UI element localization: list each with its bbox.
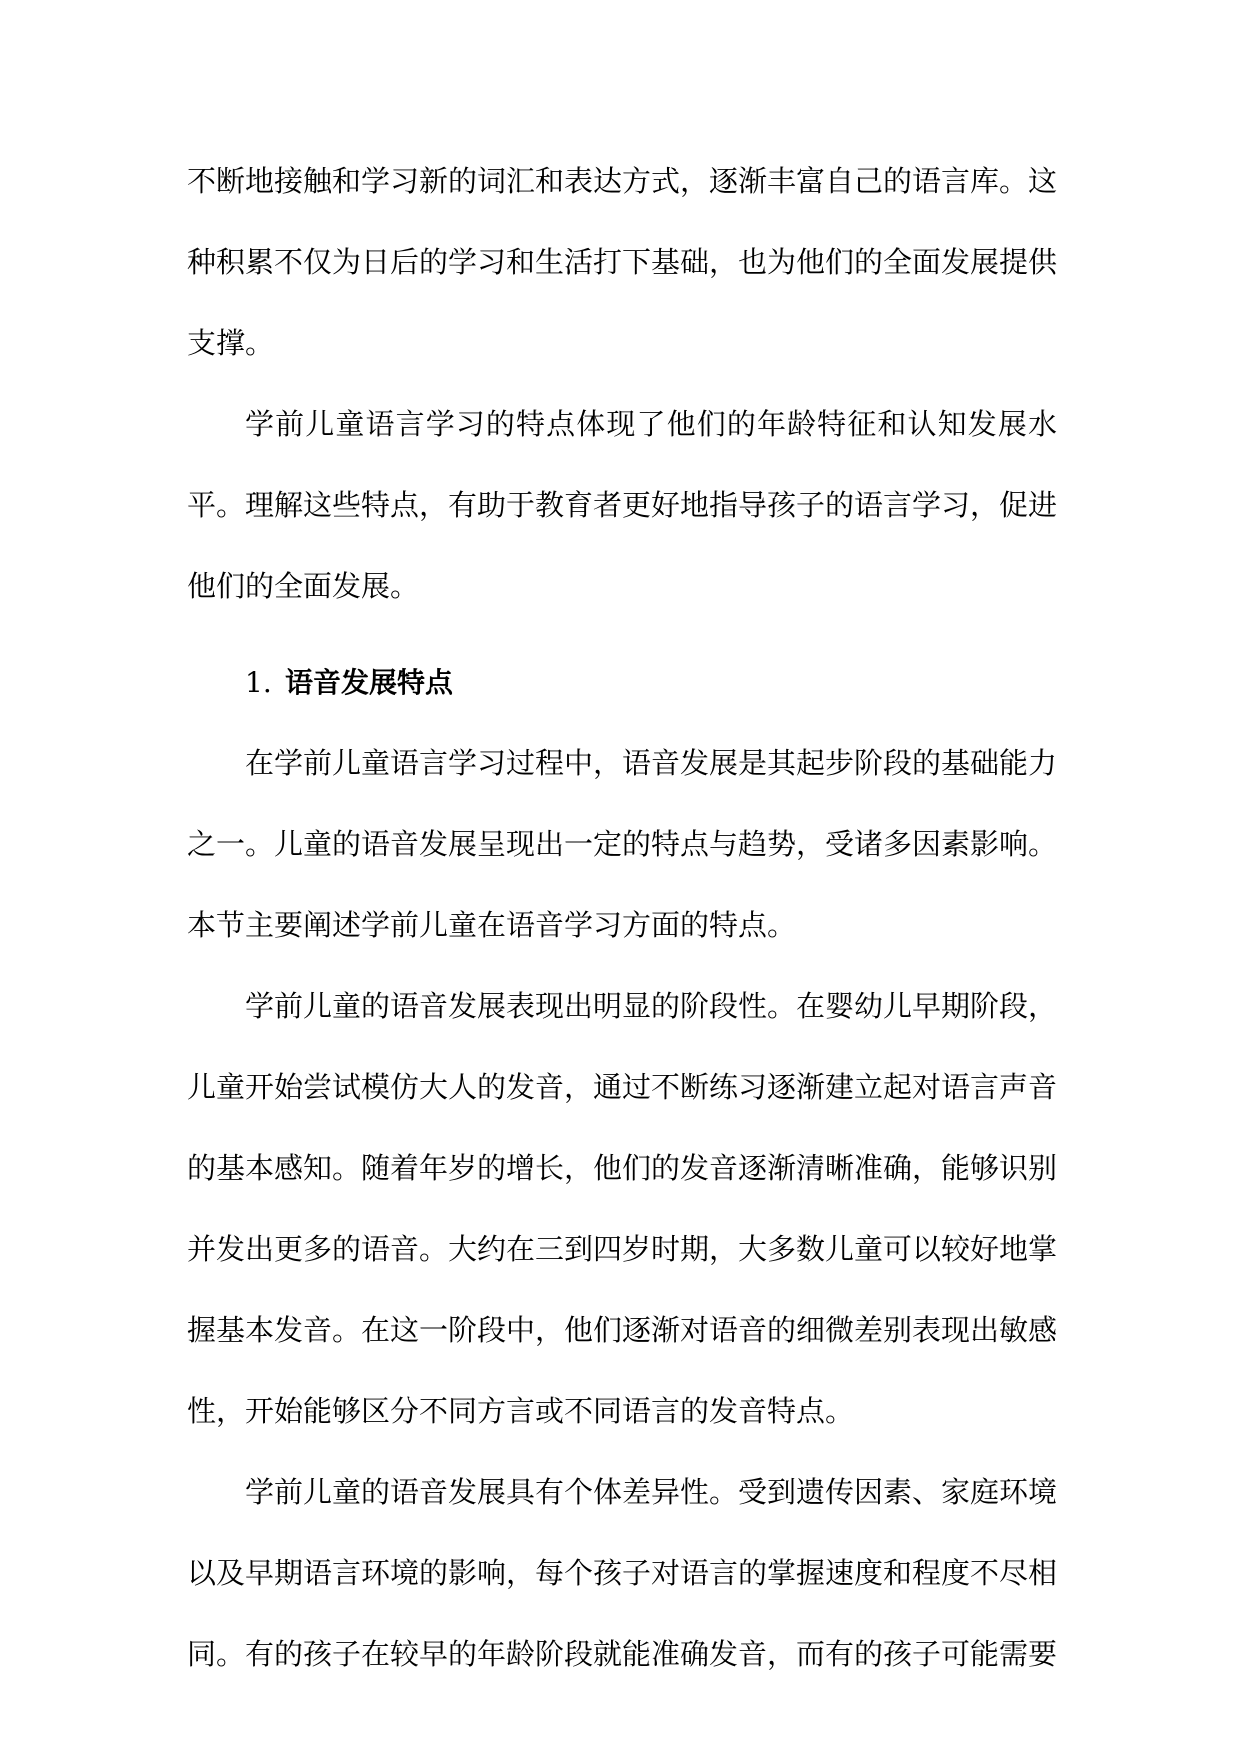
section-number: 1. <box>245 666 272 699</box>
section-heading <box>187 642 1057 723</box>
paragraph-continuation: 不断地接触和学习新的词汇和表达方式，逐渐丰富自己的语言库。这种积累不仅为日后的学习和生活打下基础，也为他们的全面发展提供支撑。 <box>187 164 1058 360</box>
paragraph-stages: 学前儿童的语音发展表现出明显的阶段性。在婴幼儿早期阶段，儿童开始尝试模仿大人的发音，通过不断练习逐渐建立起对语言声音的基本感知。随着年岁的增长，他们的发音逐渐清晰准确，能够识别并发出更多的语音。大约在三到四岁时期，大多数儿童可以较好地掌握基本发音。在这一阶段中，他们逐渐对语音的细微差别表现出敏感性，开始能够区分不同方言或不同语言的发音特点。 <box>187 989 1058 1428</box>
document-page <box>187 141 1057 1695</box>
paragraph-summary: 学前儿童语言学习的特点体现了他们的年龄特征和认知发展水平。理解这些特点，有助于教育者更好地指导孩子的语言学习，促进他们的全面发展。 <box>187 407 1058 603</box>
paragraph-differences: 学前儿童的语音发展具有个体差异性。受到遗传因素、家庭环境以及早期语言环境的影响，每个孩子对语言的掌握速度和程度不尽相同。有的孩子在较早的年龄阶段就能准确发音，而有的孩子可能需要 <box>187 1475 1058 1671</box>
paragraph-intro: 在学前儿童语言学习过程中，语音发展是其起步阶段的基础能力之一。儿童的语音发展呈现出一定的特点与趋势，受诸多因素影响。本节主要阐述学前儿童在语音学习方面的特点。 <box>187 746 1058 942</box>
section-title: 语音发展特点 <box>285 666 454 699</box>
